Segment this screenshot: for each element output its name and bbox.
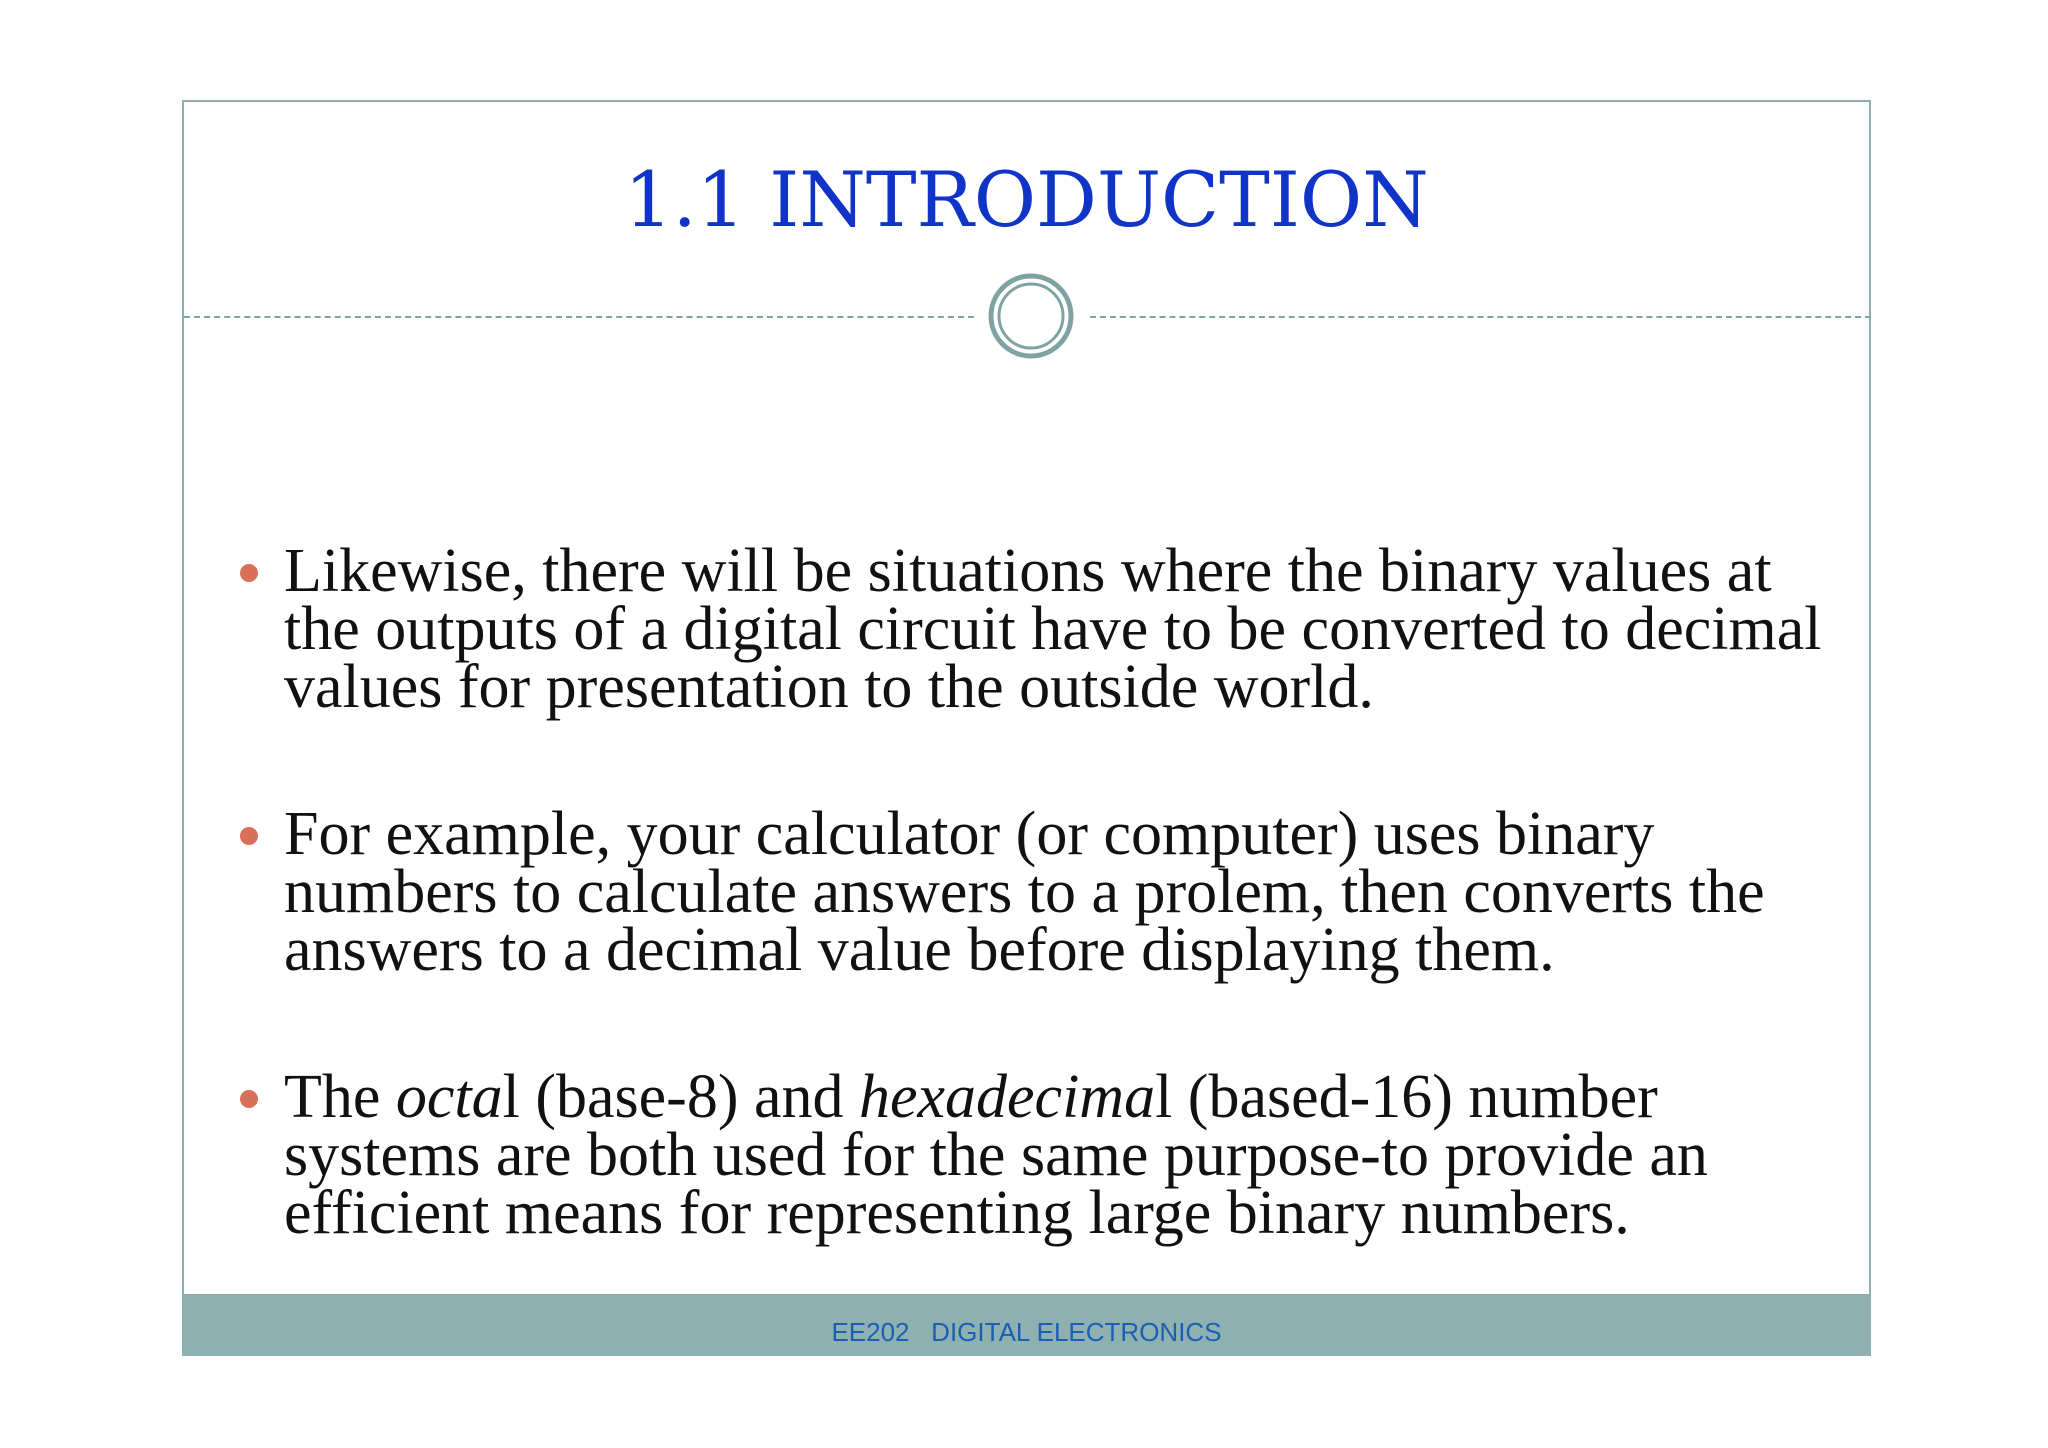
title-divider-right	[1090, 316, 1871, 318]
bullet-dot-icon	[240, 1090, 258, 1108]
slide-title: 1.1 INTRODUCTION	[624, 155, 1429, 244]
divider-ring-icon	[987, 272, 1075, 360]
bullet-italic-term: hexadecima	[859, 1063, 1156, 1131]
bullet-dot-icon	[240, 564, 258, 582]
bullet-item	[284, 1063, 1844, 1247]
bullet-item	[284, 800, 1844, 984]
bullet-text-part: l (based-16) number systems are both used for the same purpose-to provide an efficient means for representing large binary numbers.	[284, 1063, 1708, 1247]
bullet-text: Likewise, there will be situations where the binary values at the outputs of a digital circuit have to be converted to decimal values for presentation to the outside world.	[284, 537, 1822, 721]
slide	[182, 100, 1871, 1356]
bullet-dot-icon	[240, 827, 258, 845]
bullet-italic-term: octa	[395, 1063, 503, 1131]
bullet-text: For example, your calculator (or computer) uses binary numbers to calculate answers to a prolem, then converts the answers to a decimal value before displaying them.	[284, 800, 1765, 984]
slide-footer: EE202 DIGITAL ELECTRONICS	[184, 1294, 1869, 1354]
bullet-text-part: l (base-8) and	[502, 1063, 859, 1131]
bullet-text-part: The	[284, 1063, 396, 1131]
bullet-item	[284, 537, 1844, 721]
title-divider-left	[184, 316, 974, 318]
